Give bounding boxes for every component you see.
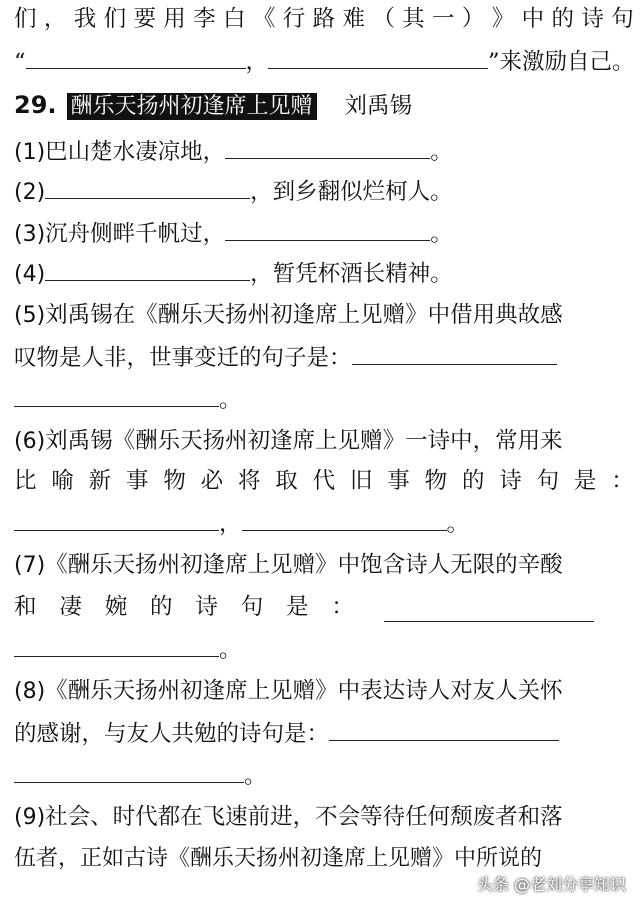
question-number: 29. bbox=[14, 91, 57, 119]
text-char: 们 bbox=[103, 6, 127, 32]
item-5-line-1: (5)刘禹锡在《酬乐天扬州初逢席上见赠》中借用典故感 bbox=[14, 302, 563, 328]
text-char: ： bbox=[331, 594, 354, 620]
item-3: (3)沉舟侧畔千帆过， 。 bbox=[14, 218, 634, 250]
answer-blank[interactable] bbox=[14, 634, 219, 657]
item-5-line-2: 叹物是人非，世事变迁的句子是： bbox=[14, 342, 634, 373]
item-8-line-1: (8)《酬乐天扬州初逢席上见赠》中表达诗人对友人关怀 bbox=[14, 678, 563, 704]
item-7-line-3: 。 bbox=[14, 634, 634, 665]
poem-author: 刘禹锡 bbox=[344, 93, 413, 119]
answer-blank[interactable] bbox=[14, 508, 219, 531]
text-char: 中 bbox=[521, 6, 545, 32]
text-char: 其 bbox=[402, 6, 425, 32]
question-header bbox=[14, 90, 634, 122]
text-char: 事 bbox=[387, 468, 410, 494]
item-9-line-1: (9)社会、时代都在飞速前进，不会等待任何颓废者和落 bbox=[14, 804, 563, 830]
answer-blank[interactable] bbox=[384, 599, 594, 622]
item-5-line-3: 。 bbox=[14, 384, 634, 415]
text-char: 诗 bbox=[499, 468, 522, 494]
text-char: 物 bbox=[163, 468, 186, 494]
item-8-line-3: 。 bbox=[14, 760, 634, 791]
text-char: ， bbox=[43, 6, 67, 32]
text-char: 句 bbox=[611, 6, 634, 32]
text-char: 》 bbox=[491, 6, 515, 32]
text-char: 诗 bbox=[581, 6, 604, 32]
text-char: 是 bbox=[286, 594, 309, 620]
watermark: 头条 @老刘分享知识 bbox=[476, 875, 626, 894]
item-6-line-1: (6)刘禹锡《酬乐天扬州初逢席上见赠》一诗中，常用来 bbox=[14, 428, 563, 454]
text-char: 们 bbox=[14, 6, 37, 32]
text-char: 句 bbox=[240, 594, 264, 620]
item-9-line-2: 伍者，正如古诗《酬乐天扬州初逢席上见赠》中所说的 bbox=[14, 846, 543, 871]
text-char: 句 bbox=[536, 468, 560, 494]
item-4: (4) ，暂凭杯酒长精神。 bbox=[14, 258, 634, 290]
text-char: 新 bbox=[88, 468, 112, 494]
text-char: 行 bbox=[282, 6, 306, 32]
text-char: 白 bbox=[223, 6, 246, 32]
text-char: 难 bbox=[342, 6, 365, 32]
answer-blank[interactable] bbox=[14, 384, 219, 407]
answer-blank[interactable] bbox=[268, 46, 488, 69]
text-char: 的 bbox=[150, 594, 173, 620]
text-char: 路 bbox=[312, 6, 336, 32]
poem-title: 酬乐天扬州初逢席上见赠 bbox=[67, 93, 317, 120]
text-char: 比 bbox=[14, 468, 37, 494]
item-8-line-2: 的感谢，与友人共勉的诗句是： bbox=[14, 718, 634, 749]
item-6-line-2 bbox=[14, 466, 634, 496]
answer-blank[interactable] bbox=[26, 46, 246, 69]
answer-blank[interactable] bbox=[242, 508, 447, 531]
answer-blank[interactable] bbox=[329, 718, 559, 741]
answer-blank[interactable] bbox=[45, 176, 250, 199]
text-char: 用 bbox=[163, 6, 186, 32]
item-1: (1)巴山楚水凄凉地， 。 bbox=[14, 136, 634, 168]
text-char: （ bbox=[372, 6, 395, 32]
text-char: 将 bbox=[237, 468, 261, 494]
text-char: 凄 bbox=[59, 594, 82, 620]
item-2: (2) ，到乡翻似烂柯人。 bbox=[14, 176, 634, 208]
text-char: 旧 bbox=[349, 468, 373, 494]
text-char: 物 bbox=[424, 468, 448, 494]
item-7-line-2 bbox=[14, 592, 634, 622]
answer-blank[interactable] bbox=[352, 342, 557, 365]
text-char: 取 bbox=[275, 468, 298, 494]
text-char: 事 bbox=[125, 468, 149, 494]
text-char: 一 bbox=[432, 6, 455, 32]
text-char: 必 bbox=[200, 468, 224, 494]
text-char: 的 bbox=[551, 6, 574, 32]
text-char: 的 bbox=[461, 468, 485, 494]
answer-blank[interactable] bbox=[225, 218, 430, 241]
text-char: 喻 bbox=[51, 468, 74, 494]
intro-line-1 bbox=[14, 4, 634, 34]
text-char: 诗 bbox=[195, 594, 218, 620]
item-7-words bbox=[14, 592, 354, 622]
text-char: 婉 bbox=[104, 594, 128, 620]
text-char: 李 bbox=[193, 6, 216, 32]
text-char: 代 bbox=[312, 468, 336, 494]
text-char: 《 bbox=[252, 6, 276, 32]
text-char: 我 bbox=[73, 6, 97, 32]
intro-line-2: “ ， ”来激励自己。 bbox=[14, 46, 634, 77]
answer-blank[interactable] bbox=[14, 760, 244, 783]
text-char: 和 bbox=[14, 594, 37, 620]
item-6-line-3: ， 。 bbox=[14, 508, 634, 539]
text-char: 要 bbox=[133, 6, 156, 32]
item-7-line-1: (7)《酬乐天扬州初逢席上见赠》中饱含诗人无限的辛酸 bbox=[14, 552, 563, 578]
answer-blank[interactable] bbox=[225, 136, 430, 159]
text-char: ） bbox=[461, 6, 485, 32]
text-char: 是 bbox=[573, 468, 597, 494]
answer-blank[interactable] bbox=[45, 258, 250, 281]
text-char: ： bbox=[611, 468, 634, 494]
